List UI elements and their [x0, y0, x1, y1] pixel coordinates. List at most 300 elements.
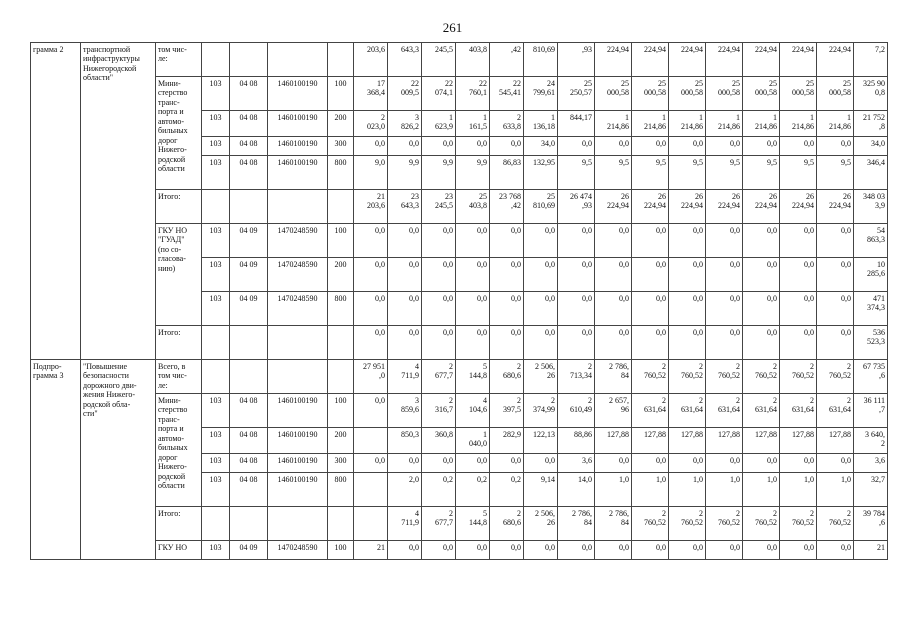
value-cell: 2 631,64: [669, 394, 706, 428]
grbs-cell: 103: [202, 428, 230, 454]
value-cell: 36 111 ,7: [854, 394, 888, 428]
value-cell: 850,3: [388, 428, 422, 454]
value-cell: 0,0: [706, 224, 743, 258]
value-cell: 2 631,64: [706, 394, 743, 428]
csr-cell: 1460100190: [268, 156, 328, 190]
value-cell: 21 203,6: [354, 190, 388, 224]
value-cell: 348 03 3,9: [854, 190, 888, 224]
value-cell: 4 711,9: [388, 360, 422, 394]
code-cell-rz: [230, 43, 268, 77]
value-cell: 32,7: [854, 473, 888, 507]
value-cell: 0,0: [743, 137, 780, 156]
value-cell: 0,0: [422, 258, 456, 292]
value-cell: 0,0: [422, 292, 456, 326]
value-cell: 5 144,8: [456, 360, 490, 394]
value-cell: 0,0: [669, 541, 706, 560]
value-cell: 132,95: [524, 156, 558, 190]
value-cell: 0,0: [388, 292, 422, 326]
value-cell: 10 285,6: [854, 258, 888, 292]
value-cell: 25 000,58: [743, 77, 780, 111]
vr-cell: 800: [328, 292, 354, 326]
value-cell: 2 713,34: [558, 360, 595, 394]
value-cell: 21: [854, 541, 888, 560]
value-cell: 5 144,8: [456, 507, 490, 541]
value-cell: 127,88: [706, 428, 743, 454]
value-cell: 4 104,6: [456, 394, 490, 428]
value-cell: 25 000,58: [706, 77, 743, 111]
value-cell: 26 224,94: [669, 190, 706, 224]
value-cell: 2 786, 84: [595, 360, 632, 394]
value-cell: 27 951 ,0: [354, 360, 388, 394]
value-cell: 0,0: [388, 326, 422, 360]
value-cell: 0,0: [354, 394, 388, 428]
value-cell: 9,5: [743, 156, 780, 190]
code-cell-rz: [230, 190, 268, 224]
value-cell: 0,0: [780, 137, 817, 156]
value-cell: 22 760,1: [456, 77, 490, 111]
program-title: транспортной инфраструктуры Нижегородской области": [81, 43, 156, 360]
value-cell: 2 760,52: [817, 507, 854, 541]
vr-cell: 300: [328, 454, 354, 473]
value-cell: 26 474 ,93: [558, 190, 595, 224]
vr-cell: 200: [328, 111, 354, 137]
value-cell: 127,88: [632, 428, 669, 454]
value-cell: 0,0: [817, 541, 854, 560]
value-cell: 2 760,52: [780, 507, 817, 541]
value-cell: 7,2: [854, 43, 888, 77]
value-cell: 0,0: [456, 224, 490, 258]
table-row: [31, 224, 888, 258]
value-cell: 26 224,94: [632, 190, 669, 224]
value-cell: 2 760,52: [817, 360, 854, 394]
value-cell: 0,0: [558, 137, 595, 156]
value-cell: 23 768 ,42: [490, 190, 524, 224]
value-cell: 3 640, 2: [854, 428, 888, 454]
value-cell: 0,0: [817, 137, 854, 156]
value-cell: 22 545,41: [490, 77, 524, 111]
value-cell: 0,0: [490, 292, 524, 326]
value-cell: 0,0: [817, 326, 854, 360]
table-row: [31, 77, 888, 111]
value-cell: 23 643,3: [388, 190, 422, 224]
value-cell: 0,0: [490, 137, 524, 156]
recipient-guad: ГКУ НО "ГУАД" (по со- гласова- нию): [156, 224, 202, 326]
value-cell: 2 374,99: [524, 394, 558, 428]
value-cell: 9,5: [706, 156, 743, 190]
value-cell: 0,2: [422, 473, 456, 507]
value-cell: 0,0: [456, 258, 490, 292]
value-cell: 22 074,1: [422, 77, 456, 111]
rz-cell: 04 08: [230, 156, 268, 190]
value-cell: 127,88: [743, 428, 780, 454]
vr-cell: 100: [328, 394, 354, 428]
value-cell: 26 224,94: [780, 190, 817, 224]
value-cell: 0,0: [817, 224, 854, 258]
value-cell: 224,94: [595, 43, 632, 77]
csr-cell: 1460100190: [268, 473, 328, 507]
grbs-cell: 103: [202, 77, 230, 111]
value-cell: 1,0: [632, 473, 669, 507]
value-cell: 2 760,52: [669, 360, 706, 394]
code-cell-vr: [328, 43, 354, 77]
value-cell: 25 250,57: [558, 77, 595, 111]
value-cell: 2 760,52: [706, 360, 743, 394]
value-cell: 0,0: [743, 541, 780, 560]
value-cell: 9,5: [632, 156, 669, 190]
value-cell: 1 214,86: [743, 111, 780, 137]
vr-cell: 200: [328, 428, 354, 454]
value-cell: 0,0: [706, 137, 743, 156]
value-cell: 224,94: [743, 43, 780, 77]
value-cell: 0,0: [422, 137, 456, 156]
value-cell: 9,5: [595, 156, 632, 190]
value-cell: 25 810,69: [524, 190, 558, 224]
value-cell: 127,88: [669, 428, 706, 454]
value-cell: 0,0: [595, 292, 632, 326]
value-cell: 26 224,94: [706, 190, 743, 224]
rz-cell: 04 08: [230, 137, 268, 156]
value-cell: 2 506, 26: [524, 507, 558, 541]
value-cell: 2 631,64: [817, 394, 854, 428]
value-cell: 0,0: [706, 326, 743, 360]
value-cell: 1 214,86: [595, 111, 632, 137]
value-cell: 0,0: [632, 454, 669, 473]
value-cell: 2 506, 26: [524, 360, 558, 394]
value-cell: 325 90 0,8: [854, 77, 888, 111]
value-cell: 0,0: [558, 258, 595, 292]
rz-cell: 04 08: [230, 428, 268, 454]
value-cell: 0,0: [354, 454, 388, 473]
value-cell: 360,8: [422, 428, 456, 454]
grbs-cell: 103: [202, 394, 230, 428]
value-cell: 0,0: [524, 541, 558, 560]
value-cell: 0,0: [490, 326, 524, 360]
value-cell: 0,0: [524, 224, 558, 258]
program-label: Подпро- грамма 3: [31, 360, 81, 560]
value-cell: 0,0: [817, 454, 854, 473]
value-cell: 0,0: [422, 224, 456, 258]
value-cell: 127,88: [817, 428, 854, 454]
value-cell: 0,0: [743, 258, 780, 292]
value-cell: 1,0: [669, 473, 706, 507]
code-cell-csr: [268, 190, 328, 224]
value-cell: 0,0: [669, 137, 706, 156]
value-cell: 122,13: [524, 428, 558, 454]
value-cell: 2 397,5: [490, 394, 524, 428]
value-cell: 536 523,3: [854, 326, 888, 360]
value-cell: 224,94: [706, 43, 743, 77]
value-cell: 0,0: [558, 326, 595, 360]
value-cell: 0,0: [669, 326, 706, 360]
recipient-ministry: Мини- стерство транс- порта и автомо- бильных дорог Нижего- родской области: [156, 394, 202, 507]
value-cell: 86,83: [490, 156, 524, 190]
value-cell: 0,0: [354, 224, 388, 258]
value-cell: 25 403,8: [456, 190, 490, 224]
value-cell: 0,0: [669, 292, 706, 326]
value-cell: 1 214,86: [632, 111, 669, 137]
value-cell: 25 000,58: [632, 77, 669, 111]
code-cell-csr: [268, 507, 328, 541]
value-cell: 471 374,3: [854, 292, 888, 326]
value-cell: 0,0: [388, 224, 422, 258]
value-cell: 9,5: [817, 156, 854, 190]
vr-cell: 800: [328, 473, 354, 507]
value-cell: 2 760,52: [669, 507, 706, 541]
value-cell: 25 000,58: [669, 77, 706, 111]
value-cell: 2,0: [388, 473, 422, 507]
value-cell: 0,0: [524, 292, 558, 326]
row-label: Всего, в том чис- ле:: [156, 360, 202, 394]
value-cell: 0,0: [743, 454, 780, 473]
code-cell-rz: [230, 507, 268, 541]
value-cell: 844,17: [558, 111, 595, 137]
value-cell: 0,2: [456, 473, 490, 507]
csr-cell: 1460100190: [268, 394, 328, 428]
value-cell: 2 633,8: [490, 111, 524, 137]
value-cell: 1,0: [706, 473, 743, 507]
value-cell: 0,0: [669, 224, 706, 258]
value-cell: 1 214,86: [669, 111, 706, 137]
value-cell: [354, 428, 388, 454]
value-cell: 0,0: [456, 137, 490, 156]
value-cell: 3,6: [854, 454, 888, 473]
value-cell: 403,8: [456, 43, 490, 77]
value-cell: 0,0: [524, 326, 558, 360]
value-cell: 0,0: [388, 454, 422, 473]
value-cell: 0,0: [595, 454, 632, 473]
value-cell: 0,0: [354, 258, 388, 292]
value-cell: 34,0: [854, 137, 888, 156]
value-cell: 2 610,49: [558, 394, 595, 428]
value-cell: 0,0: [595, 541, 632, 560]
value-cell: 24 799,61: [524, 77, 558, 111]
value-cell: 0,0: [422, 326, 456, 360]
value-cell: 54 863,3: [854, 224, 888, 258]
rz-cell: 04 08: [230, 454, 268, 473]
value-cell: 224,94: [632, 43, 669, 77]
value-cell: 2 631,64: [743, 394, 780, 428]
value-cell: 127,88: [780, 428, 817, 454]
value-cell: 21 752 ,8: [854, 111, 888, 137]
value-cell: 0,0: [780, 326, 817, 360]
grbs-cell: 103: [202, 473, 230, 507]
row-label: Итого:: [156, 190, 202, 224]
code-cell-grbs: [202, 507, 230, 541]
code-cell-csr: [268, 43, 328, 77]
value-cell: 0,0: [595, 258, 632, 292]
value-cell: 0,0: [456, 541, 490, 560]
rz-cell: 04 08: [230, 473, 268, 507]
value-cell: 2 631,64: [780, 394, 817, 428]
value-cell: 2 316,7: [422, 394, 456, 428]
value-cell: 0,0: [595, 137, 632, 156]
value-cell: 0,0: [490, 224, 524, 258]
value-cell: 0,0: [743, 326, 780, 360]
value-cell: [354, 473, 388, 507]
value-cell: 0,0: [632, 258, 669, 292]
value-cell: ,93: [558, 43, 595, 77]
csr-cell: 1460100190: [268, 454, 328, 473]
value-cell: 2 657, 96: [595, 394, 632, 428]
value-cell: 0,0: [595, 224, 632, 258]
grbs-cell: 103: [202, 292, 230, 326]
value-cell: 9,9: [456, 156, 490, 190]
table-row: [31, 394, 888, 428]
program-total-row: [31, 43, 888, 77]
vr-cell: 200: [328, 258, 354, 292]
value-cell: 0,0: [780, 258, 817, 292]
value-cell: 1 040,0: [456, 428, 490, 454]
value-cell: 0,0: [632, 137, 669, 156]
value-cell: 4 711,9: [388, 507, 422, 541]
value-cell: 0,0: [743, 224, 780, 258]
code-cell-grbs: [202, 190, 230, 224]
vr-cell: 300: [328, 137, 354, 156]
vr-cell: 800: [328, 156, 354, 190]
value-cell: 1 136,18: [524, 111, 558, 137]
page-number: 261: [442, 20, 463, 35]
value-cell: 34,0: [524, 137, 558, 156]
program-title: "Повышение безопасности дорожного дви- жения Нижего- родской обла- сти": [81, 360, 156, 560]
value-cell: 0,0: [706, 258, 743, 292]
vr-cell: 100: [328, 77, 354, 111]
value-cell: 26 224,94: [743, 190, 780, 224]
value-cell: 1 623,9: [422, 111, 456, 137]
value-cell: 1 214,86: [817, 111, 854, 137]
value-cell: 2 760,52: [632, 360, 669, 394]
value-cell: 245,5: [422, 43, 456, 77]
value-cell: 2 677,7: [422, 507, 456, 541]
csr-cell: 1470248590: [268, 258, 328, 292]
value-cell: 0,0: [595, 326, 632, 360]
grbs-cell: 103: [202, 454, 230, 473]
row-label: том чис- ле:: [156, 43, 202, 77]
value-cell: 88,86: [558, 428, 595, 454]
rz-cell: 04 08: [230, 111, 268, 137]
value-cell: 2 786, 84: [558, 507, 595, 541]
value-cell: 0,0: [558, 292, 595, 326]
value-cell: 21: [354, 541, 388, 560]
value-cell: 0,0: [706, 454, 743, 473]
grbs-cell: 103: [202, 541, 230, 560]
value-cell: 9,0: [354, 156, 388, 190]
program-total-row: [31, 360, 888, 394]
value-cell: 224,94: [669, 43, 706, 77]
guad-total-row: [31, 326, 888, 360]
value-cell: 67 735 ,6: [854, 360, 888, 394]
budget-table: [30, 42, 888, 560]
vr-cell: 100: [328, 541, 354, 560]
value-cell: 0,0: [780, 454, 817, 473]
value-cell: 0,0: [780, 292, 817, 326]
grbs-cell: 103: [202, 258, 230, 292]
value-cell: 0,0: [817, 292, 854, 326]
value-cell: 643,3: [388, 43, 422, 77]
value-cell: 1,0: [817, 473, 854, 507]
value-cell: 26 224,94: [595, 190, 632, 224]
value-cell: 0,0: [490, 258, 524, 292]
csr-cell: 1470248590: [268, 292, 328, 326]
value-cell: 0,0: [388, 541, 422, 560]
value-cell: 14,0: [558, 473, 595, 507]
value-cell: 2 760,52: [780, 360, 817, 394]
value-cell: 346,4: [854, 156, 888, 190]
value-cell: 1,0: [743, 473, 780, 507]
value-cell: 25 000,58: [817, 77, 854, 111]
value-cell: 9,5: [780, 156, 817, 190]
value-cell: 0,0: [388, 137, 422, 156]
value-cell: 1 214,86: [780, 111, 817, 137]
value-cell: 2 760,52: [743, 507, 780, 541]
value-cell: 282,9: [490, 428, 524, 454]
grbs-cell: 103: [202, 137, 230, 156]
value-cell: 224,94: [817, 43, 854, 77]
value-cell: 39 784 ,6: [854, 507, 888, 541]
value-cell: 0,2: [490, 473, 524, 507]
value-cell: 0,0: [490, 541, 524, 560]
value-cell: 26 224,94: [817, 190, 854, 224]
rz-cell: 04 08: [230, 77, 268, 111]
grbs-cell: 103: [202, 224, 230, 258]
value-cell: 23 245,5: [422, 190, 456, 224]
value-cell: 0,0: [354, 137, 388, 156]
value-cell: 1,0: [595, 473, 632, 507]
value-cell: 3 826,2: [388, 111, 422, 137]
code-cell-vr: [328, 360, 354, 394]
ministry-total-row: [31, 507, 888, 541]
rz-cell: 04 09: [230, 292, 268, 326]
value-cell: 0,0: [743, 292, 780, 326]
value-cell: 17 368,4: [354, 77, 388, 111]
value-cell: 0,0: [706, 541, 743, 560]
value-cell: 0,0: [780, 224, 817, 258]
row-label: Итого:: [156, 507, 202, 541]
value-cell: 0,0: [632, 541, 669, 560]
csr-cell: 1460100190: [268, 137, 328, 156]
value-cell: 2 760,52: [743, 360, 780, 394]
value-cell: 9,5: [558, 156, 595, 190]
value-cell: 1,0: [780, 473, 817, 507]
value-cell: 224,94: [780, 43, 817, 77]
rz-cell: 04 08: [230, 394, 268, 428]
value-cell: 2 786, 84: [595, 507, 632, 541]
value-cell: 0,0: [817, 258, 854, 292]
code-cell-vr: [328, 507, 354, 541]
value-cell: 0,0: [354, 292, 388, 326]
value-cell: 810,69: [524, 43, 558, 77]
value-cell: 9,14: [524, 473, 558, 507]
value-cell: 0,0: [490, 454, 524, 473]
value-cell: 9,9: [422, 156, 456, 190]
value-cell: 0,0: [524, 258, 558, 292]
value-cell: 0,0: [632, 326, 669, 360]
vr-cell: 100: [328, 224, 354, 258]
recipient-guad: ГКУ НО: [156, 541, 202, 560]
code-cell-grbs: [202, 360, 230, 394]
value-cell: 127,88: [595, 428, 632, 454]
csr-cell: 1460100190: [268, 111, 328, 137]
value-cell: 0,0: [456, 292, 490, 326]
value-cell: 1 161,5: [456, 111, 490, 137]
value-cell: 203,6: [354, 43, 388, 77]
value-cell: 0,0: [632, 224, 669, 258]
value-cell: 2 760,52: [632, 507, 669, 541]
value-cell: 0,0: [456, 326, 490, 360]
value-cell: 3 859,6: [388, 394, 422, 428]
value-cell: 9,5: [669, 156, 706, 190]
recipient-ministry: Мини- стерство транс- порта и автомо- бильных дорог Нижего- родской области: [156, 77, 202, 190]
value-cell: 0,0: [632, 292, 669, 326]
